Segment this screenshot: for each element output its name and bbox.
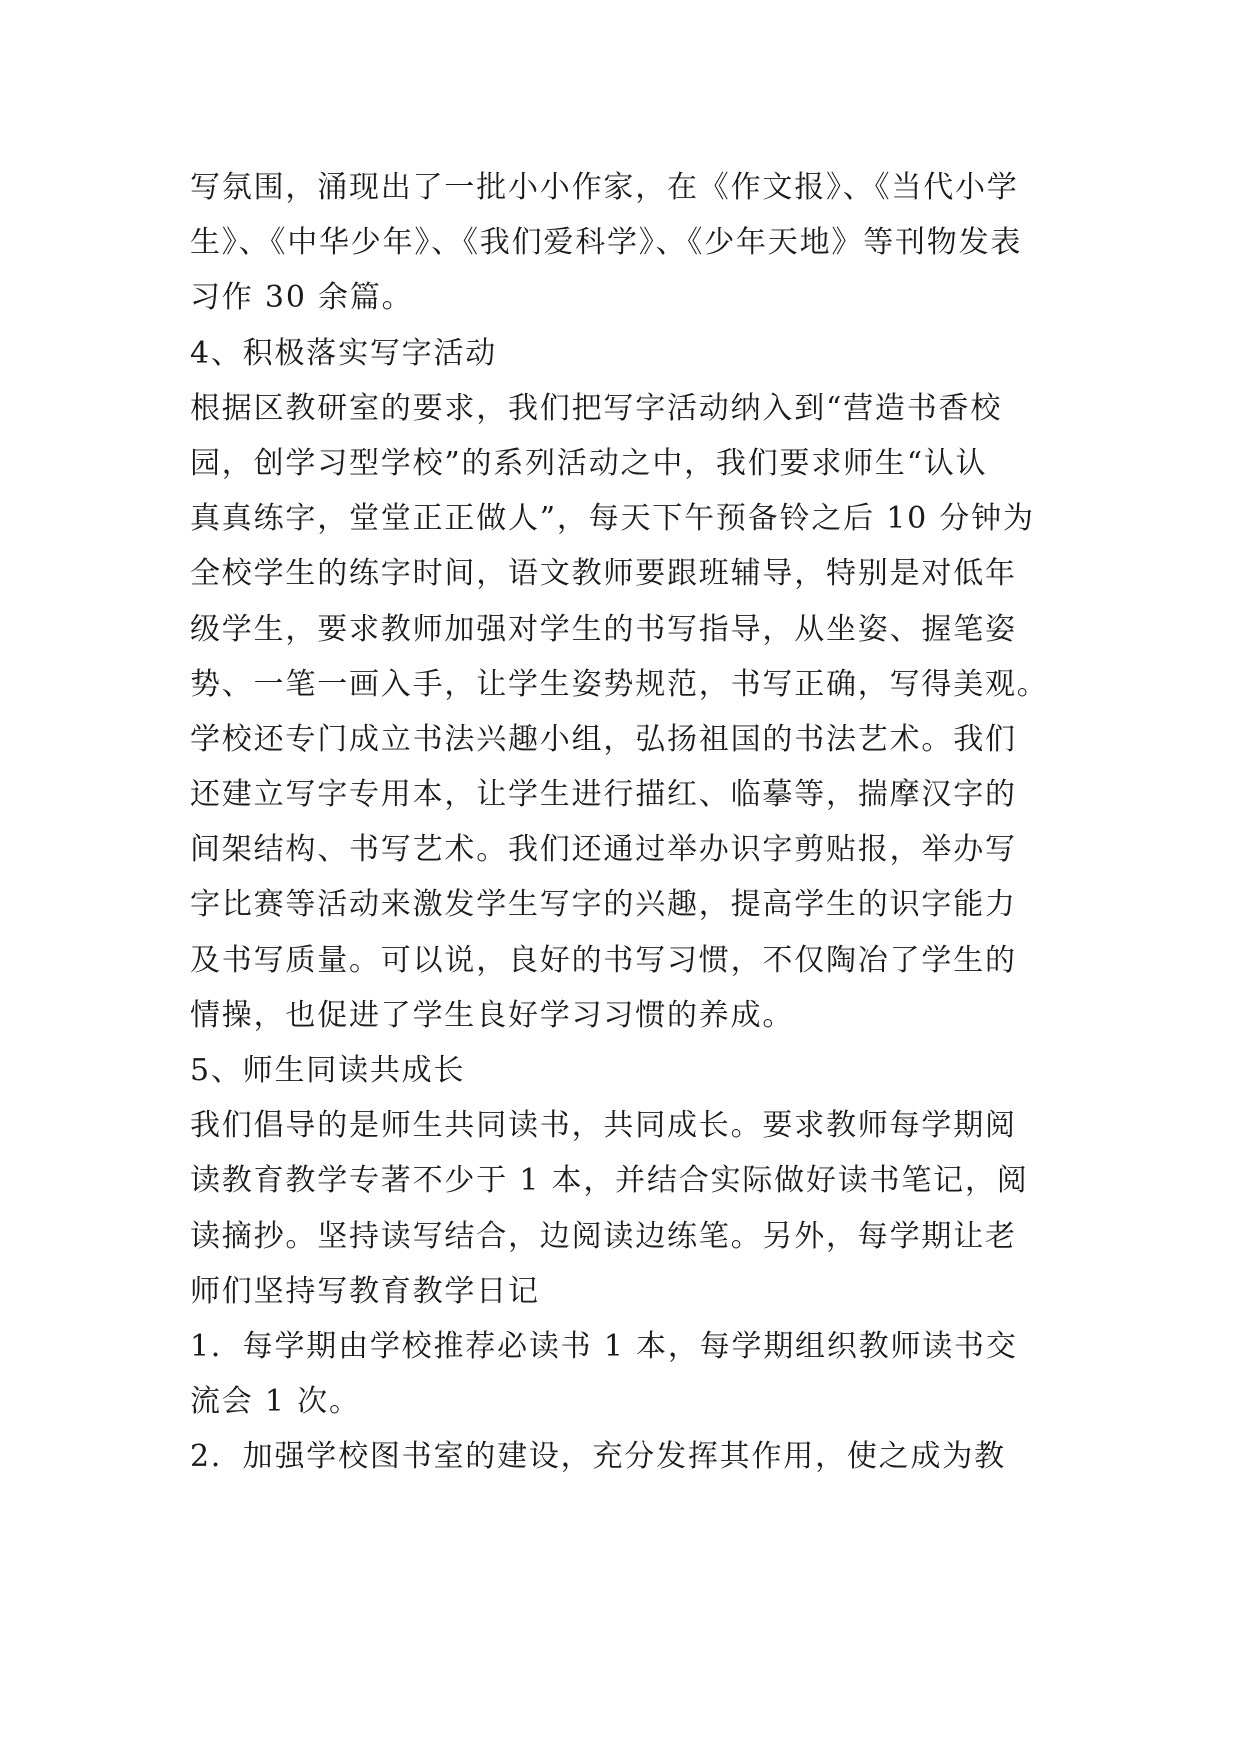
- text-line: 生》、《中华少年》、《我们爱科学》、《少年天地》等刊物发表: [190, 225, 1023, 261]
- text-line: 情操，也促进了学生良好学习习惯的养成。: [190, 997, 795, 1033]
- text-line: 我们倡导的是师生共同读书，共同成长。要求教师每学期阅: [190, 1108, 1017, 1144]
- text-line: 读摘抄。坚持读写结合，边阅读边练笔。另外，每学期让老: [190, 1218, 1017, 1254]
- text-line: 园，创学习型学校”的系列活动之中，我们要求师生“认认: [190, 445, 988, 481]
- text-line: 写氛围，涌现出了一批小小作家，在《作文报》、《当代小学: [190, 170, 1019, 205]
- section-heading: 4、积极落实写字活动: [190, 335, 498, 371]
- text-line: 全校学生的练字时间，语文教师要跟班辅导，特别是对低年: [190, 556, 1017, 592]
- text-line: 习作 30 余篇。: [190, 280, 414, 316]
- section-heading: 5、师生同读共成长: [190, 1053, 466, 1088]
- text-line: 及书写质量。可以说，良好的书写习惯，不仅陶冶了学生的: [190, 942, 1017, 978]
- list-item: 2．加强学校图书室的建设，充分发挥其作用，使之成为教: [190, 1439, 1006, 1475]
- text-line: 师们坚持写教育教学日记: [190, 1273, 540, 1309]
- list-item: 1．每学期由学校推荐必读书 1 本，每学期组织教师读书交: [190, 1328, 1018, 1364]
- text-line: 势、一笔一画入手，让学生姿势规范，书写正确，写得美观。: [190, 666, 1049, 702]
- text-line: 流会 1 次。: [190, 1384, 361, 1420]
- text-line: 还建立写字专用本，让学生进行描红、临摹等，揣摩汉字的: [190, 777, 1017, 813]
- text-line: 间架结构、书写艺术。我们还通过举办识字剪贴报，举办写: [190, 832, 1017, 868]
- document-body: [190, 160, 1050, 1485]
- text-line: 级学生，要求教师加强对学生的书写指导，从坐姿、握笔姿: [190, 611, 1017, 647]
- text-line: 学校还专门成立书法兴趣小组，弘扬祖国的书法艺术。我们: [190, 721, 1017, 757]
- text-line: 字比赛等活动来激发学生写字的兴趣，提高学生的识字能力: [190, 887, 1017, 923]
- text-line: 根据区教研室的要求，我们把写字活动纳入到“营造书香校: [190, 390, 1003, 426]
- text-line: 读教育教学专著不少于 1 本，并结合实际做好读书笔记，阅: [190, 1163, 1029, 1199]
- text-line: 真真练字，堂堂正正做人”，每天下午预备铃之后 10 分钟为: [190, 501, 1035, 537]
